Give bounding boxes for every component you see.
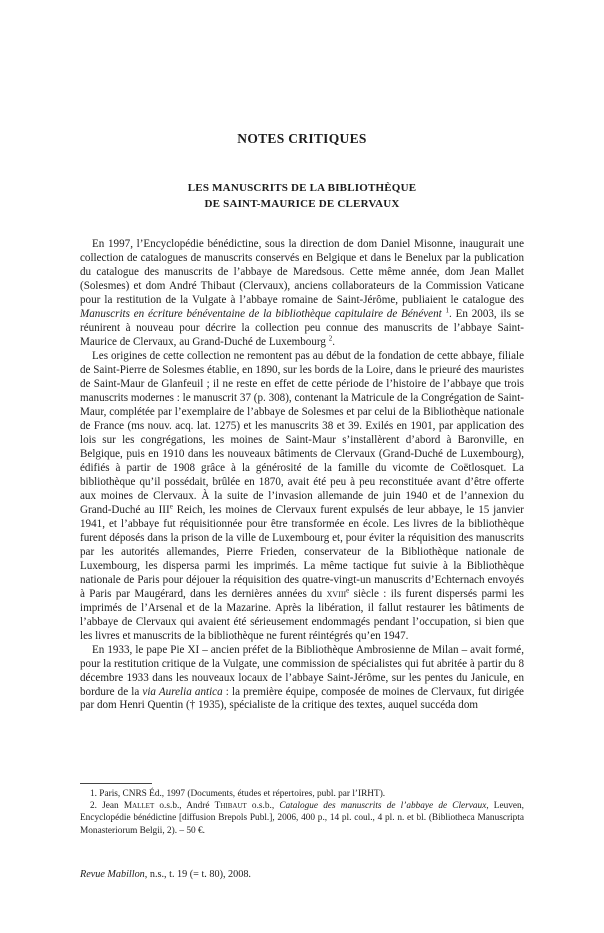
footnote-2-mid2: o.s.b., <box>246 801 280 812</box>
article-title-line-1: LES MANUSCRITS DE LA BIBLIOTHÈQUE <box>187 182 417 194</box>
paragraph-1-text-c: . <box>332 335 335 348</box>
footnote-ref-1[interactable]: 1 <box>445 306 450 315</box>
footnote-2-num: 2. Jean <box>90 801 124 812</box>
article-title <box>80 180 524 212</box>
article-body <box>80 238 524 713</box>
journal-name: Revue Mabillon <box>80 869 145 880</box>
footnote-divider <box>80 783 152 784</box>
catalogue-title: Catalogue des manuscrits de l’abbaye de Clervaux <box>279 801 487 812</box>
paragraph-2-text-b: Reich, les moines de Clervaux furent expulsés de leur abbaye, le 15 janvier 1941, et l’abbaye fut réquisitionnée pour être transformée en école. Les livres de la bibliothèque furent déposés dans la prison de la ville de Luxembourg et, pour éviter la réquisition des manuscrits par les autorités allemandes, Pierre Frieden, conservateur de la Bibliothèque nationale de Luxembourg, les dispersa parmi les imprimés. La même tactique fut suivie à la Bibliothèque nationale de Paris pour déjouer la réquisition des quatre-vingt-un manuscrits d’Echternach envoyés à Paris par Maugérard, dans les dernières années du <box>80 503 524 600</box>
paragraph-1-text-a: En 1997, l’Encyclopédie bénédictine, sous la direction de dom Daniel Misonne, inaugurait une collection de catalogues de manuscrits conservés en Belgique et dans le Benelux par la publication du catalogue des manuscrits de l’abbaye de Maredsous. Cette même année, dom Jean Mallet (Solesmes) et dom André Thibaut (Clervaux), anciens collaborateurs de la Commission Vaticane pour la restitution de la Vulgate à l’abbaye romaine de Saint-Jérôme, publiaient le catalogue des <box>80 238 524 306</box>
paragraph-2-text-c: siècle : ils furent dispersés parmi les imprimés de l’Arsenal et de la Mazarine. Après la libération, il fallut restaurer les bâtiments de l’abbaye de Clervaux qui avaient été sérieusement endommagés pendant l’occupation, si bien que les livres et manuscrits de la bibliothèque ne furent réintégrés qu’en 1947. <box>80 587 525 642</box>
author-thibaut: Thibaut <box>214 801 247 812</box>
via-aurelia: via Aurelia antica <box>142 685 223 698</box>
paragraph-2-text-a: Les origines de cette collection ne remontent pas au début de la fondation de cette abbaye, filiale de Saint-Pierre de Solesmes établie, en 1890, sur les bords de la Loire, dans le prieuré des mauristes de Saint-Maur de Glanfeuil ; il ne reste en effet de cette période de l’histoire de l’abbaye que trois manuscrits modernes : le manuscrit 37 (p. 308), contenant la Matricule de la Congrégation de Saint-Maur, complétée par l’exemplaire de l’abbaye de Solesmes et par celui de la Bibliothèque nationale de France (ms nouv. acq. lat. 1275) et les manuscrits 38 et 39. Exilés en 1901, par application des lois sur les congrégations, les moines de Saint-Maur s’installèrent d’abord à Baronville, en Belgique, puis en 1910 dans les nouveaux bâtiments de Clervaux (Grand-Duché de Luxembourg), édifiés à partir de 1908 grâce à la générosité de la famille du vicomte de Coëtlosquet. La bibliothèque qu’il possédait, brûlée en 1870, avait été peu à peu reconstituée avant d’être offerte aux moines de Clervaux. À la suite de l’invasion allemande de juin 1940 et de l’annexion du Grand-Duché au III <box>80 349 524 516</box>
footnotes <box>80 788 524 837</box>
footnote-2-mid: o.s.b., André <box>154 801 215 812</box>
superscript-e-2: e <box>346 585 350 594</box>
footnote-1: 1. Paris, CNRS Éd., 1997 (Documents, études et répertoires, publ. par l’IRHT). <box>90 789 386 799</box>
paragraph-1-text-b: . En 2003, ils se réunirent à nouveau pour décrire la collection peu connue des manuscrits de l’abbaye Saint-Maurice de Clervaux, au Grand-Duché de Luxembourg <box>80 307 524 348</box>
author-mallet: Mallet <box>123 801 155 812</box>
journal-citation <box>80 869 251 880</box>
century-numeral: xviii <box>326 587 347 600</box>
footnote-2 <box>80 800 524 837</box>
book-title: Manuscrits en écriture bénéventaine de la bibliothèque capitulaire de Bénévent <box>80 307 442 320</box>
footnote-2-rest: , Leuven, Encyclopédie bénédictine [diffusion Brepols Publ.], 2006, 400 p., 14 pl. coul., 4 pl. n. et bl. (Bibliotheca Manuscripta Monasteriorum Belgii, 2). – 50 €. <box>80 801 525 836</box>
article-title-line-2: DE SAINT-MAURICE DE CLERVAUX <box>204 198 400 210</box>
journal-details: , n.s., t. 19 (= t. 80), 2008. <box>144 869 251 880</box>
footnote-ref-2[interactable]: 2 <box>328 334 333 343</box>
paragraph-3-text-a: En 1933, le pape Pie XI – ancien préfet de la Bibliothèque Ambrosienne de Milan – avait formé, pour la restitution critique de la Vulgate, une commission de spécialistes qui fut abritée à partir du 8 décembre 1933 dans les nouveaux locaux de l’abbaye Saint-Jérôme, sur les pentes du Janicule, en bordure de la <box>80 643 524 698</box>
paragraph-3-text-b: : la première équipe, composée de moines de Clervaux, fut dirigée par dom Henri Quentin († 1935), spécialiste de la critique des textes, auquel succéda dom <box>80 685 524 712</box>
paragraph-3 <box>80 644 524 714</box>
section-title: NOTES CRITIQUES <box>237 131 367 146</box>
superscript-e: e <box>169 502 173 511</box>
paragraph-2 <box>80 350 524 644</box>
paragraph-1 <box>80 238 524 350</box>
